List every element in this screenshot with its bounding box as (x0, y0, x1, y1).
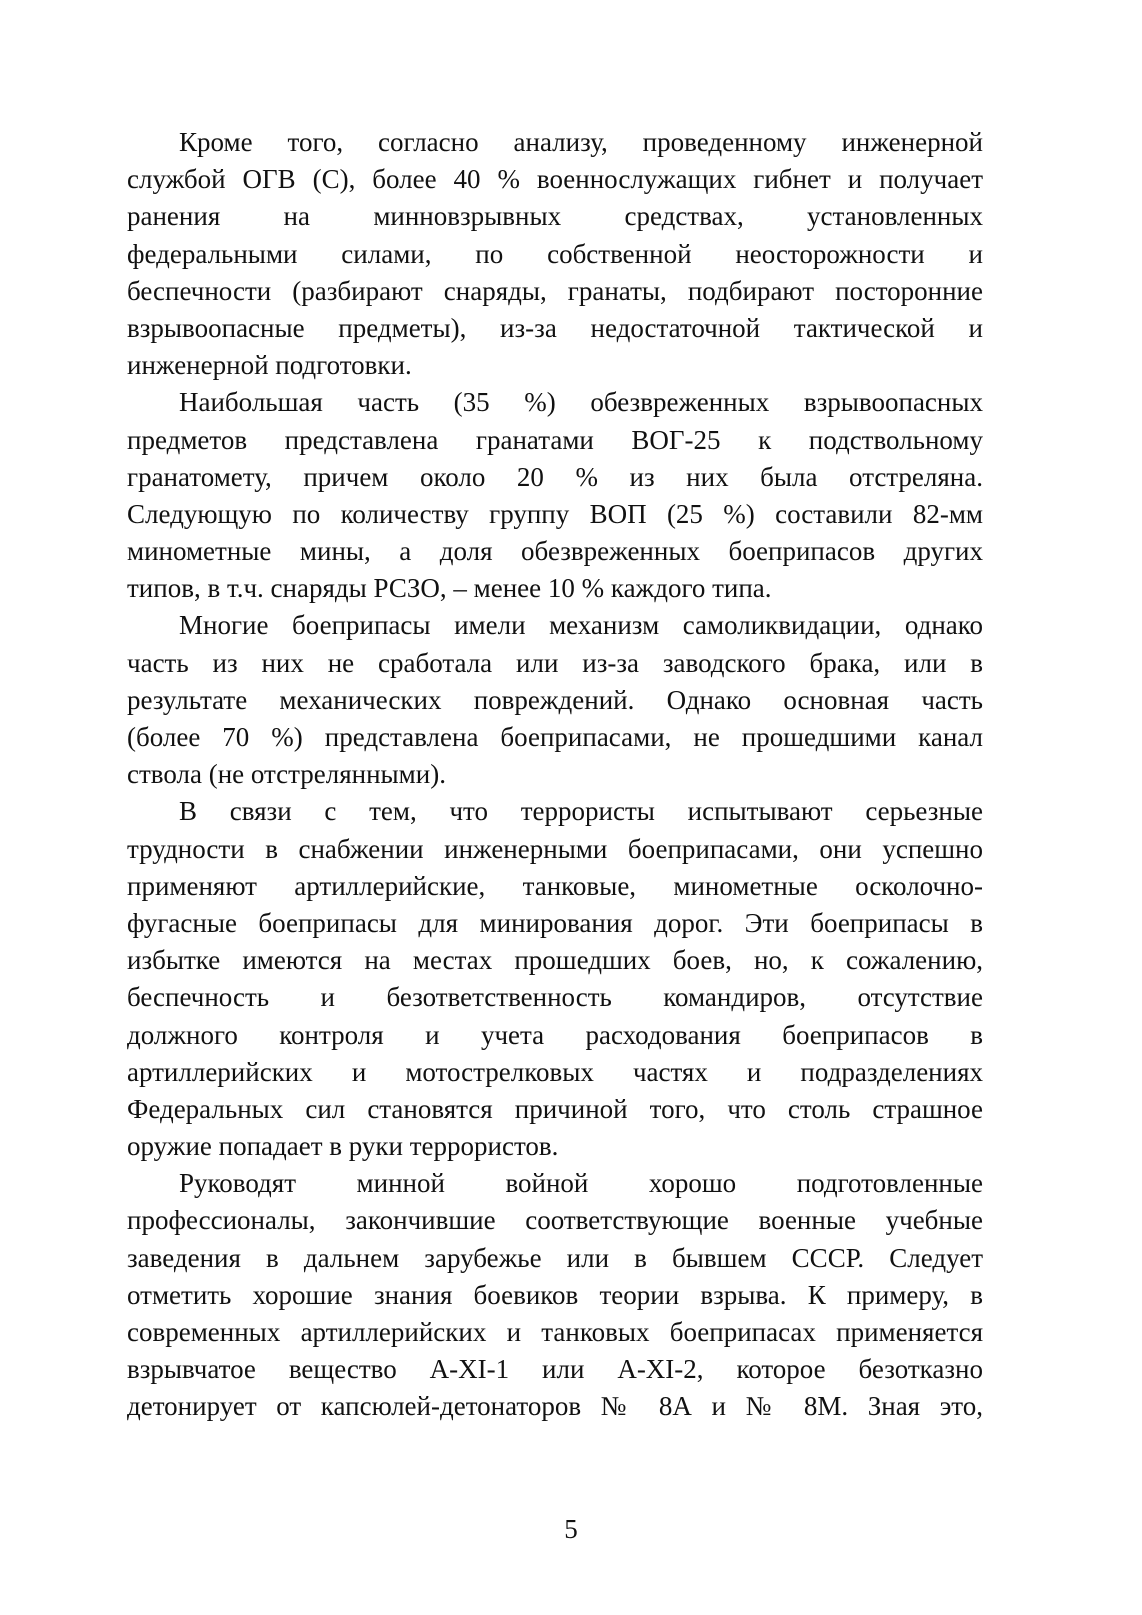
text-line: Руководят минной войной хорошо подготовленные (179, 1168, 983, 1199)
text-line: взрывоопасные предметы), из-за недостаточной тактической и (127, 312, 983, 343)
paragraph (127, 124, 983, 384)
page-number: 5 (564, 1514, 578, 1544)
text-line: Федеральных сил становятся причиной того, что столь страшное (127, 1093, 983, 1124)
text-line: инженерной подготовки. (127, 350, 412, 381)
text-line: Многие боеприпасы имели механизм самоликвидации, однако (179, 610, 983, 641)
text-line: профессионалы, закончившие соответствующие военные учебные (127, 1205, 983, 1236)
text-line: ранения на минновзрывных средствах, установленных (127, 201, 983, 232)
text-line: Следующую по количеству группу ВОП (25 %) составили 82-мм (127, 498, 983, 529)
text-line: (более 70 %) представлена боеприпасами, не прошедшими канал (127, 722, 983, 752)
paragraph (127, 607, 983, 793)
text-line: взрывчатое вещество A-XI-1 или A-XI-2, которое безотказно (127, 1354, 983, 1385)
text-line: часть из них не сработала или из-за заводского брака, или в (127, 647, 983, 678)
text-line: предметов представлена гранатами ВОГ-25 к подствольному (127, 424, 983, 455)
text-line: федеральными силами, по собственной неосторожности и (127, 238, 983, 269)
text-line: детонирует от капсюлей-детонаторов № 8А и № 8М. Зная это, (127, 1391, 983, 1422)
text-line: должного контроля и учета расходования боеприпасов в (127, 1019, 983, 1050)
text-line: минометные мины, а доля обезвреженных боеприпасов других (127, 536, 983, 567)
text-line: ствола (не отстрелянными). (127, 759, 446, 790)
text-line: современных артиллерийских и танковых боеприпасах применяется (127, 1317, 983, 1347)
text-line: беспечность и безответственность командиров, отсутствие (127, 982, 983, 1013)
text-line: фугасные боеприпасы для минирования дорог. Эти боеприпасы в (127, 907, 983, 938)
paragraph (127, 793, 983, 1165)
text-line: артиллерийских и мотострелковых частях и подразделениях (127, 1056, 983, 1087)
text-line: службой ОГВ (С), более 40 % военнослужащих гибнет и получает (127, 164, 983, 195)
text-line: Наибольшая часть (35 %) обезвреженных взрывоопасных (179, 387, 983, 418)
paragraph (127, 1165, 983, 1425)
text-line: избытке имеются на местах прошедших боев, но, к сожалению, (127, 945, 983, 976)
text-line: гранатомету, причем около 20 % из них была отстреляна. (127, 461, 983, 492)
text-line: беспечности (разбирают снаряды, гранаты, подбирают посторонние (127, 275, 983, 306)
body-text (127, 124, 983, 1426)
text-line: применяют артиллерийские, танковые, минометные осколочно- (127, 870, 983, 901)
text-line: заведения в дальнем зарубежье или в бывшем СССР. Следует (127, 1242, 983, 1273)
text-line: оружие попадает в руки террористов. (127, 1131, 559, 1162)
text-line: типов, в т.ч. снаряды РСЗО, – менее 10 % каждого типа. (127, 573, 772, 604)
paragraph (127, 384, 983, 607)
text-line: В связи с тем, что террористы испытывают серьезные (179, 796, 983, 827)
text-line: результате механических повреждений. Однако основная часть (127, 684, 983, 715)
text-line: Кроме того, согласно анализу, проведенному инженерной (179, 127, 983, 157)
text-line: трудности в снабжении инженерными боеприпасами, они успешно (127, 833, 983, 864)
text-line: отметить хорошие знания боевиков теории взрыва. К примеру, в (127, 1279, 983, 1310)
